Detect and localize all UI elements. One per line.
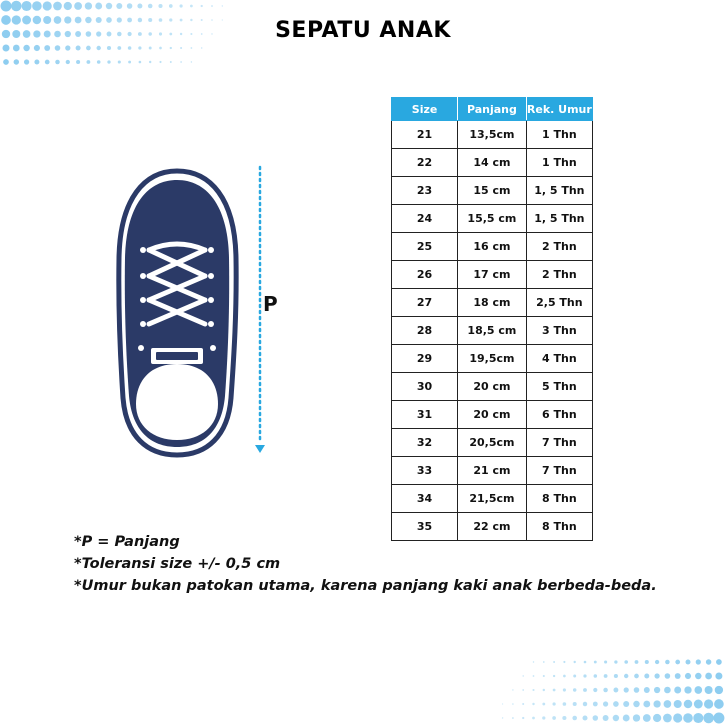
cell-length: 20 cm <box>458 373 527 401</box>
cell-length: 15,5 cm <box>458 205 527 233</box>
table-row <box>392 261 593 289</box>
cell-length: 14 cm <box>458 149 527 177</box>
table-row <box>392 485 593 513</box>
cell-size: 23 <box>392 177 458 205</box>
cell-age: 8 Thn <box>526 485 592 513</box>
header-length: Panjang <box>458 98 527 121</box>
cell-length: 19,5cm <box>458 345 527 373</box>
table-row <box>392 289 593 317</box>
cell-age: 5 Thn <box>526 373 592 401</box>
table-row <box>392 149 593 177</box>
table-row <box>392 401 593 429</box>
cell-length: 18 cm <box>458 289 527 317</box>
cell-size: 32 <box>392 429 458 457</box>
cell-length: 20 cm <box>458 401 527 429</box>
cell-length: 22 cm <box>458 513 527 541</box>
table-row <box>392 317 593 345</box>
cell-size: 29 <box>392 345 458 373</box>
table-row <box>392 205 593 233</box>
cell-age: 1, 5 Thn <box>526 205 592 233</box>
cell-length: 20,5cm <box>458 429 527 457</box>
note-age: *Umur bukan patokan utama, karena panjang kaki anak berbeda-beda. <box>74 578 657 594</box>
cell-age: 1, 5 Thn <box>526 177 592 205</box>
cell-length: 21 cm <box>458 457 527 485</box>
cell-age: 4 Thn <box>526 345 592 373</box>
cell-size: 25 <box>392 233 458 261</box>
cell-size: 27 <box>392 289 458 317</box>
cell-length: 15 cm <box>458 177 527 205</box>
cell-size: 35 <box>392 513 458 541</box>
header-size: Size <box>392 98 458 121</box>
table-header-row <box>392 98 593 121</box>
cell-size: 22 <box>392 149 458 177</box>
cell-size: 31 <box>392 401 458 429</box>
notes-block <box>74 531 657 597</box>
note-tolerance: *Toleransi size +/- 0,5 cm <box>74 556 281 572</box>
cell-age: 2 Thn <box>526 261 592 289</box>
page-title: SEPATU ANAK <box>275 18 451 43</box>
cell-age: 2 Thn <box>526 233 592 261</box>
cell-length: 21,5cm <box>458 485 527 513</box>
cell-length: 18,5 cm <box>458 317 527 345</box>
table-row <box>392 177 593 205</box>
sneaker-icon <box>115 168 240 458</box>
length-label: P <box>263 292 278 316</box>
table-row <box>392 373 593 401</box>
cell-size: 26 <box>392 261 458 289</box>
table-row <box>392 429 593 457</box>
cell-length: 13,5cm <box>458 121 527 149</box>
cell-age: 6 Thn <box>526 401 592 429</box>
cell-size: 33 <box>392 457 458 485</box>
cell-size: 30 <box>392 373 458 401</box>
cell-length: 17 cm <box>458 261 527 289</box>
header-age: Rek. Umur <box>526 98 592 121</box>
cell-age: 3 Thn <box>526 317 592 345</box>
cell-age: 7 Thn <box>526 457 592 485</box>
dot-pattern-bottom-right <box>476 656 726 726</box>
cell-age: 2,5 Thn <box>526 289 592 317</box>
cell-age: 7 Thn <box>526 429 592 457</box>
cell-size: 21 <box>392 121 458 149</box>
cell-size: 34 <box>392 485 458 513</box>
note-length: *P = Panjang <box>74 534 180 550</box>
cell-length: 16 cm <box>458 233 527 261</box>
cell-size: 28 <box>392 317 458 345</box>
table-row <box>392 233 593 261</box>
cell-age: 8 Thn <box>526 513 592 541</box>
table-row <box>392 345 593 373</box>
cell-size: 24 <box>392 205 458 233</box>
size-chart-table <box>391 97 593 541</box>
cell-age: 1 Thn <box>526 149 592 177</box>
cell-age: 1 Thn <box>526 121 592 149</box>
table-row <box>392 457 593 485</box>
table-row <box>392 121 593 149</box>
